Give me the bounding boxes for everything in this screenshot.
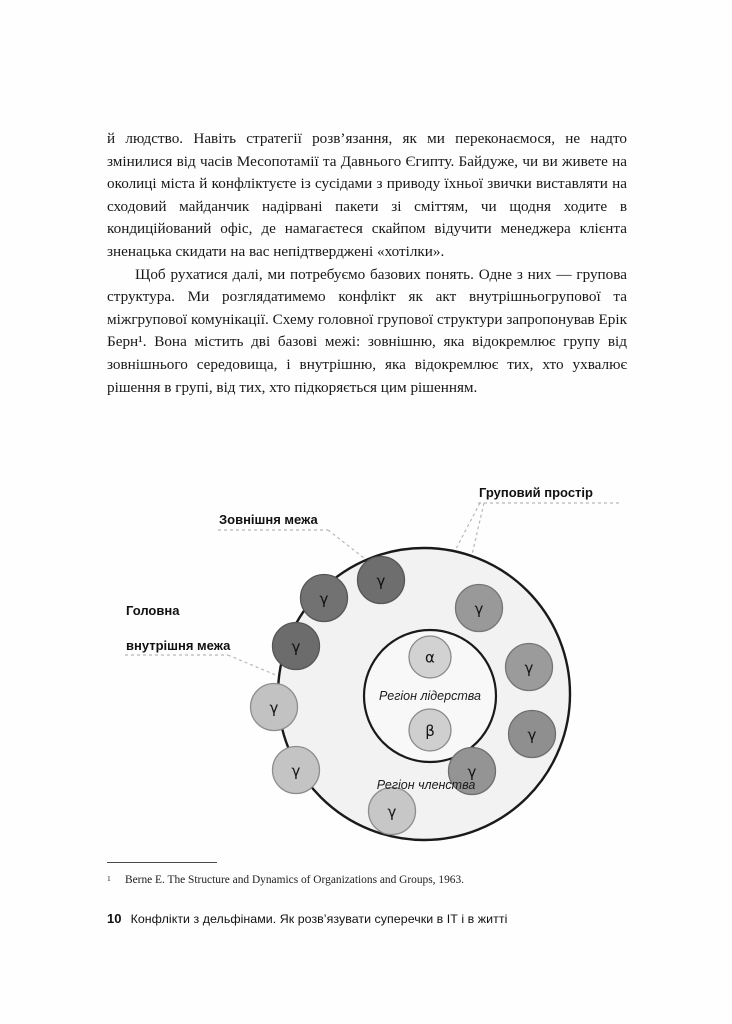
body-text-block xyxy=(107,128,627,399)
footnote-text: Berne E. The Structure and Dynamics of Organizations and Groups, 1963. xyxy=(125,874,465,886)
footnote xyxy=(107,872,627,888)
group-structure-diagram xyxy=(100,480,645,855)
node-label-gamma-3: γ xyxy=(291,638,301,656)
node-gamma-3 xyxy=(273,623,320,670)
footer-title: Конфлікти з дельфінами. Як розв’язувати суперечки в ІТ і в житті xyxy=(130,912,508,926)
footnote-marker: 1 xyxy=(107,874,111,883)
node-gamma-10 xyxy=(456,585,503,632)
paragraph-1: й людство. Навіть стратегії розв’язання, як ми переконаємося, не надто змінилися від часів Месопотамії та Давнього Єгипту. Байдуже, чи ви живете на околиці міста й конфліктуєте із сусідами з приводу їхньої звички виставляти на сходовий майданчик надірвані пакети зі сміттям, чи щодня ходите в кондиційований офіс, де намагаєтеся скайпом відучити менеджера клієнта зненацька скидати на вас непідтверджені «хотілки». xyxy=(107,130,627,260)
node-label-gamma-10: γ xyxy=(474,600,484,618)
node-gamma-2 xyxy=(301,575,348,622)
node-label-gamma-6: γ xyxy=(387,803,397,821)
node-beta xyxy=(409,709,451,751)
callout-inner-boundary-line2: внутрішня межа xyxy=(126,638,231,653)
node-gamma-5 xyxy=(273,747,320,794)
callout-outer-boundary: Зовнішня межа xyxy=(219,512,318,527)
node-label-gamma-1: γ xyxy=(376,572,386,590)
node-label-gamma-7: γ xyxy=(467,763,477,781)
node-alpha xyxy=(409,636,451,678)
page-number: 10 xyxy=(107,911,122,926)
node-label-gamma-9: γ xyxy=(524,659,534,677)
node-label-gamma-2: γ xyxy=(319,590,329,608)
node-label-gamma-8: γ xyxy=(527,726,537,744)
node-gamma-1 xyxy=(358,557,405,604)
node-gamma-4 xyxy=(251,684,298,731)
node-gamma-8 xyxy=(509,711,556,758)
callout-group-space: Груповий простір xyxy=(479,485,593,500)
paragraph-2: Щоб рухатися далі, ми потребуємо базових понять. Одне з них — групова структура. Ми розглядатимемо конфлікт як акт внутрішньогрупової та міжгрупової комунікації. Схему головної групової структури запропонував Ерік Берн¹. Вона містить дві базові межі: зовнішню, яка відокремлює групу від зовнішнього середовища, і внутрішню, яка відокремлює тих, хто ухвалює рішення в групі, від тих, хто підкоряється цим рішенням. xyxy=(107,265,627,396)
membership-region-label: Регіон членства xyxy=(376,778,476,792)
node-gamma-9 xyxy=(506,644,553,691)
footnote-separator xyxy=(107,862,217,863)
node-label-gamma-5: γ xyxy=(291,762,301,780)
node-label-gamma-4: γ xyxy=(269,699,279,717)
callout-inner-boundary-line1: Головна xyxy=(126,603,180,618)
node-label-alpha: α xyxy=(425,648,435,667)
leadership-region-label: Регіон лідерства xyxy=(379,689,481,703)
page-footer xyxy=(107,911,667,926)
node-gamma-6 xyxy=(369,788,416,835)
node-label-beta: β xyxy=(425,722,435,740)
